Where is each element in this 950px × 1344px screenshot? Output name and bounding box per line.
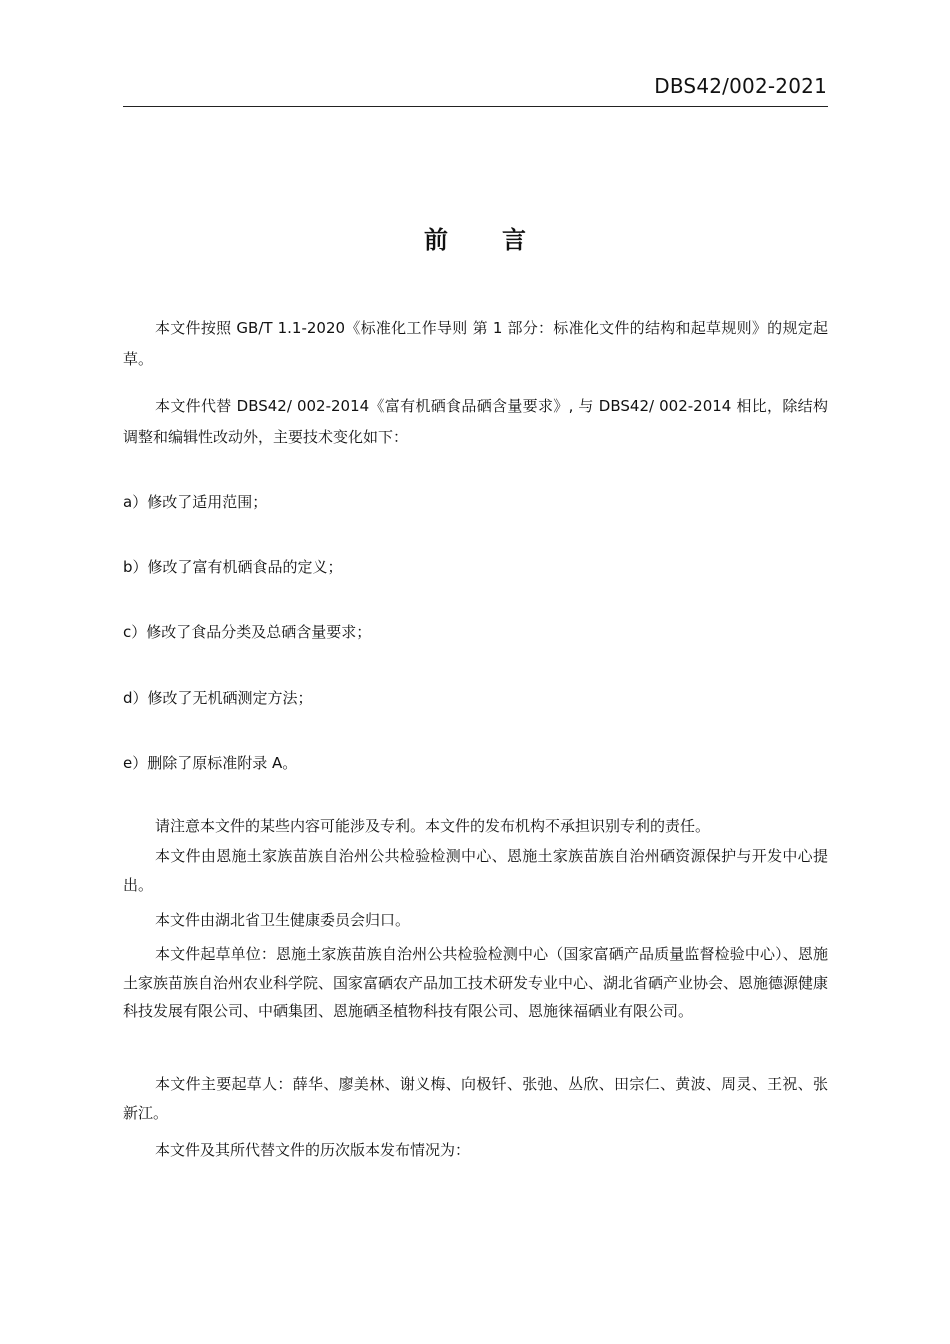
authority-paragraph: 本文件由湖北省卫生健康委员会归口。	[155, 911, 411, 929]
page-title: 前言	[424, 226, 580, 254]
proposer-paragraph: 本文件由恩施土家族苗族自治州公共检验检测中心、恩施土家族苗族自治州硒资源保护与开发中心提出。	[123, 847, 828, 894]
change-item-c: c）修改了食品分类及总硒含量要求；	[123, 623, 372, 641]
header-rule	[123, 106, 828, 107]
standard-code: DBS42/002-2021	[654, 74, 827, 98]
change-item-d: d）修改了无机硒测定方法；	[123, 689, 313, 707]
change-item-a: a）修改了适用范围；	[123, 493, 268, 511]
intro-paragraph-1: 本文件按照 GB/T 1.1-2020《标准化工作导则 第 1 部分：标准化文件的结构和起草规则》的规定起草。	[123, 319, 828, 368]
history-paragraph: 本文件及其所代替文件的历次版本发布情况为：	[155, 1141, 471, 1159]
intro-paragraph-2: 本文件代替 DBS42/ 002-2014《富有机硒食品硒含量要求》, 与 DBS42/ 002-2014 相比，除结构调整和编辑性改动外，主要技术变化如下：	[123, 397, 828, 446]
change-item-b: b）修改了富有机硒食品的定义；	[123, 558, 343, 576]
change-item-e: e）删除了原标准附录 A。	[123, 754, 298, 772]
drafting-units-paragraph: 本文件起草单位：恩施土家族苗族自治州公共检验检测中心（国家富硒产品质量监督检验中心）、恩施土家族苗族自治州农业科学院、国家富硒农产品加工技术研发专业中心、湖北省硒产业协会、恩施德源健康科技发展有限公司、中硒集团、恩施硒圣植物科技有限公司、恩施徕福硒业有限公司。	[123, 945, 829, 1020]
patent-notice: 请注意本文件的某些内容可能涉及专利。本文件的发布机构不承担识别专利的责任。	[155, 817, 711, 835]
drafters-paragraph: 本文件主要起草人：薛华、廖美林、谢义梅、向极钎、张弛、丛欣、田宗仁、黄波、周灵、王祝、张新江。	[123, 1075, 828, 1122]
